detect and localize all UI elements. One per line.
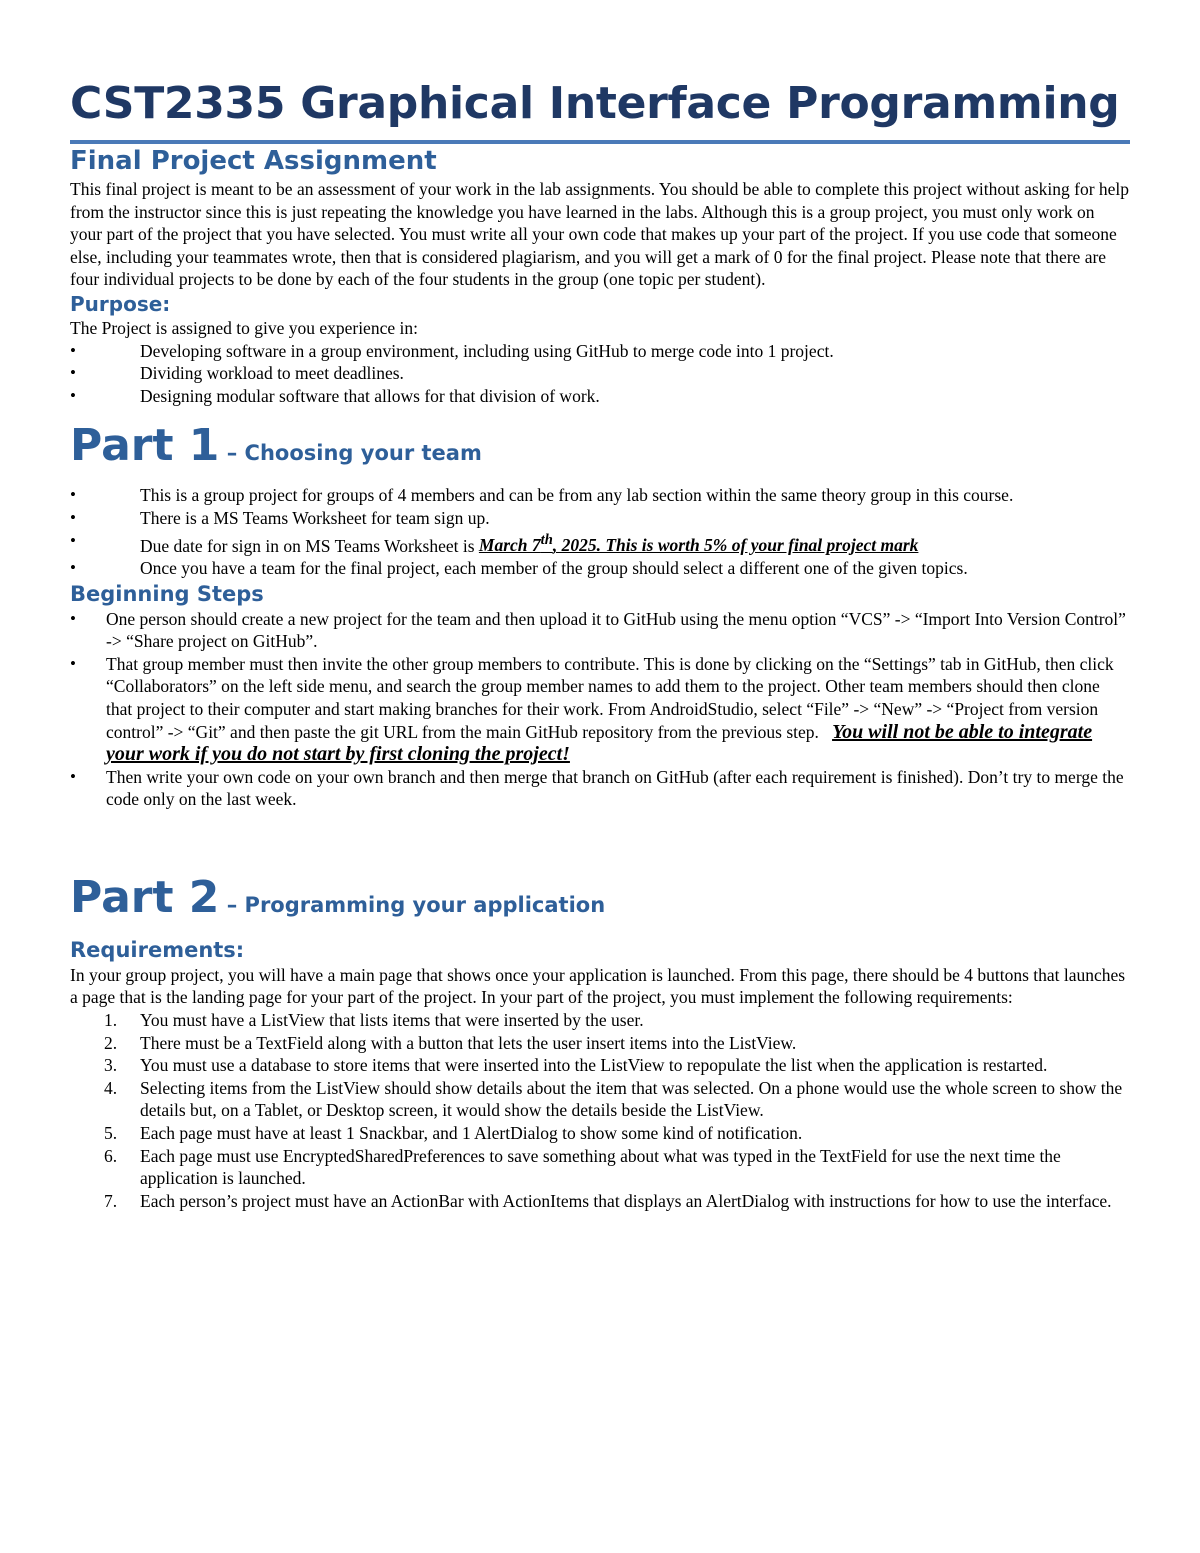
final-project-heading: Final Project Assignment <box>70 146 437 176</box>
document-title: CST2335 Graphical Interface Programming <box>70 78 1120 129</box>
list-item: • That group member must then invite the other group members to contribute. This is done by clicking on the “Settings” tab in GitHub, then click “Collaborators” on the left side menu, and search the group member names to add them to the project. Other team members should then clone that project to their computer and start making branches for their work. From AndroidStudio, select “File” -> “New” -> “Project from version control” -> “Git” and then paste the git URL from the main GitHub repository from the previous step. You will not be able to integrate your work if you do not start by first cloning the project! <box>70 653 1114 766</box>
part1-number: Part 1 <box>70 420 220 472</box>
beginning-steps-heading: Beginning Steps <box>70 581 264 606</box>
part2-heading <box>70 869 1130 936</box>
item-number: 2. <box>104 1032 118 1053</box>
bullet-icon: • <box>70 608 76 628</box>
bullet-icon: • <box>70 766 76 786</box>
requirements-intro: In your group project, you will have a main page that shows once your application is launched. From this page, there should be 4 buttons that launches a page that is the landing page for your part of the project. In your part of the project, you must implement the following requirements: <box>70 964 1126 1008</box>
list-item: 1. You must have a ListView that lists items that were inserted by the user. <box>104 1010 644 1031</box>
final-project-body: This final project is meant to be an assessment of your work in the lab assignments. You should be able to complete this project without asking for help from the instructor since this is just repeating the knowledge you have learned in the labs. Although this is a group project, you must only work on your part of the project that you have selected. You must write all your own code that makes up your part of the project. If you use code that someone else, including your teammates wrote, then that is considered plagiarism, and you will get a mark of 0 for the final project. Please note that there are four individual projects to be done by each of the four students in the group (one topic per student). <box>70 179 1130 290</box>
clone-warning: You will not be able to integrate your work if you do not start by first cloning the project! <box>106 720 1093 766</box>
list-item: • Developing software in a group environment, including using GitHub to merge code into 1 project. <box>70 340 834 361</box>
list-item: • Then write your own code on your own branch and then merge that branch on GitHub (after each requirement is finished). Don’t try to merge the code only on the last week. <box>70 766 1124 810</box>
beginning-steps-list <box>70 608 1130 811</box>
list-item: 4. Selecting items from the ListView should show details about the item that was selected. On a phone would use the whole screen to show the details but, on a Tablet, or Desktop screen, it would show the details beside the ListView. <box>104 1077 1123 1121</box>
bullet-icon: • <box>70 485 76 505</box>
list-item: • Dividing workload to meet deadlines. <box>70 363 404 384</box>
purpose-intro: The Project is assigned to give you experience in: <box>70 317 418 338</box>
requirements-list <box>70 1009 1130 1212</box>
part1-list <box>70 484 1130 579</box>
item-number: 4. <box>104 1077 118 1098</box>
bullet-icon: • <box>70 507 76 527</box>
list-item: • Once you have a team for the final project, each member of the group should select a different one of the given topics. <box>70 557 968 578</box>
part2-subtitle: – Programming your application <box>219 892 606 917</box>
bullet-icon: • <box>70 557 76 577</box>
purpose-list <box>70 340 1130 408</box>
bullet-icon: • <box>70 385 76 405</box>
list-item: 6. Each page must use EncryptedSharedPreferences to save something about what was typed in the TextField for use the next time the application is launched. <box>104 1145 1061 1189</box>
item-number: 1. <box>104 1010 118 1031</box>
due-date-emphasis: March 7th, 2025. This is worth 5% of your final project mark <box>478 532 919 556</box>
list-item: • This is a group project for groups of 4 members and can be from any lab section within the same theory group in this course. <box>70 485 1014 506</box>
due-date-prefix: Due date for sign in on MS Teams Worksheet is <box>140 535 479 556</box>
bullet-icon: • <box>70 653 76 673</box>
requirements-heading: Requirements: <box>70 937 245 962</box>
part1-subtitle: – Choosing your team <box>219 441 482 466</box>
item-number: 3. <box>104 1055 118 1076</box>
list-item: 7. Each person’s project must have an ActionBar with ActionItems that displays an AlertDialog with instructions for how to use the interface. <box>104 1190 1112 1211</box>
list-item: • One person should create a new project for the team and then upload it to GitHub using the menu option “VCS” -> “Import Into Version Control” -> “Share project on GitHub”. <box>70 608 1126 652</box>
purpose-heading: Purpose: <box>70 291 171 316</box>
list-item: 5. Each page must have at least 1 Snackbar, and 1 AlertDialog to show some kind of notification. <box>104 1123 803 1144</box>
list-item <box>70 530 1130 557</box>
list-item: 3. You must use a database to store items that were inserted into the ListView to repopulate the list when the application is restarted. <box>104 1055 1048 1076</box>
list-item: • Designing modular software that allows for that division of work. <box>70 385 600 406</box>
bullet-icon: • <box>70 340 76 360</box>
bullet-icon: • <box>70 363 76 383</box>
item-number: 6. <box>104 1145 118 1166</box>
list-item: 2. There must be a TextField along with a button that lets the user insert items into the ListView. <box>104 1032 797 1053</box>
item-number: 5. <box>104 1123 118 1144</box>
part2-number: Part 2 <box>70 871 220 923</box>
part1-heading <box>70 417 1130 484</box>
list-item: • There is a MS Teams Worksheet for team sign up. <box>70 507 490 528</box>
item-number: 7. <box>104 1190 118 1211</box>
bullet-icon: • <box>70 530 76 550</box>
